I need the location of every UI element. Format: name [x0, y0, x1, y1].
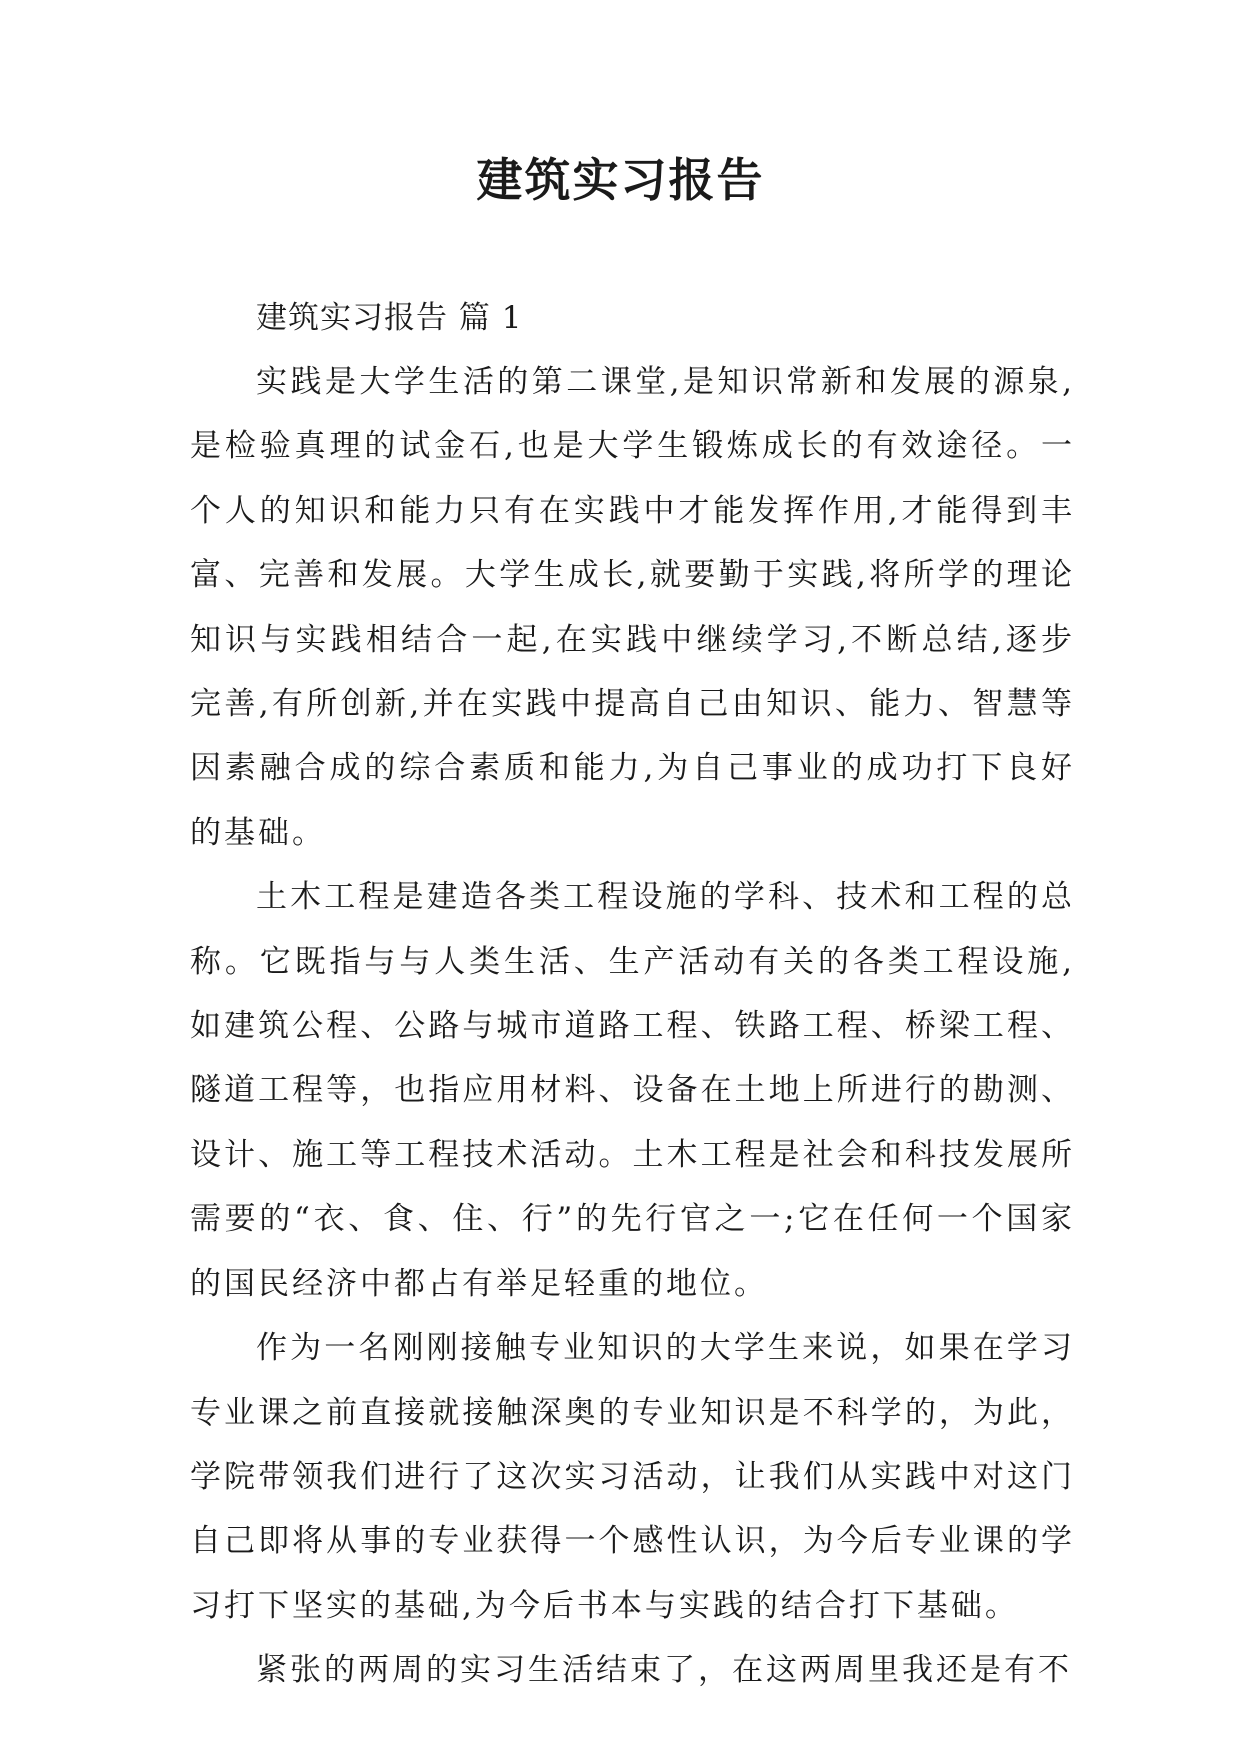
document-title: 建筑实习报告: [476, 153, 765, 207]
paragraph-2: 土木工程是建造各类工程设施的学科、技术和工程的总称。它既指与与人类生活、生产活动有关的各类工程设施,如建筑公程、公路与城市道路工程、铁路工程、桥梁工程、隧道工程等，也指应用材料、设备在土地上所进行的勘测、设计、施工等工程技术活动。土木工程是社会和科技发展所需要的“衣、食、住、行”的先行官之一;它在任何一个国家的国民经济中都占有举足轻重的地位。: [190, 879, 1075, 1302]
paragraph-4: 紧张的两周的实习生活结束了，在这两周里我还是有不: [256, 1652, 1072, 1689]
paragraph-1: 实践是大学生活的第二课堂,是知识常新和发展的源泉,是检验真理的试金石,也是大学生锻炼成长的有效途径。一个人的知识和能力只有在实践中才能发挥作用,才能得到丰富、完善和发展。大学生成长,就要勤于实践,将所学的理论知识与实践相结合一起,在实践中继续学习,不断总结,逐步完善,有所创新,并在实践中提高自己由知识、能力、智慧等因素融合成的综合素质和能力,为自己事业的成功打下良好的基础。: [190, 364, 1075, 851]
section-heading: 建筑实习报告 篇 1: [256, 300, 523, 336]
document-body: [190, 286, 1075, 1703]
paragraph-3: 作为一名刚刚接触专业知识的大学生来说，如果在学习专业课之前直接就接触深奥的专业知识是不科学的，为此，学院带领我们进行了这次实习活动，让我们从实践中对这门自己即将从事的专业获得一个感性认识，为今后专业课的学习打下坚实的基础,为今后书本与实践的结合打下基础。: [190, 1330, 1075, 1624]
